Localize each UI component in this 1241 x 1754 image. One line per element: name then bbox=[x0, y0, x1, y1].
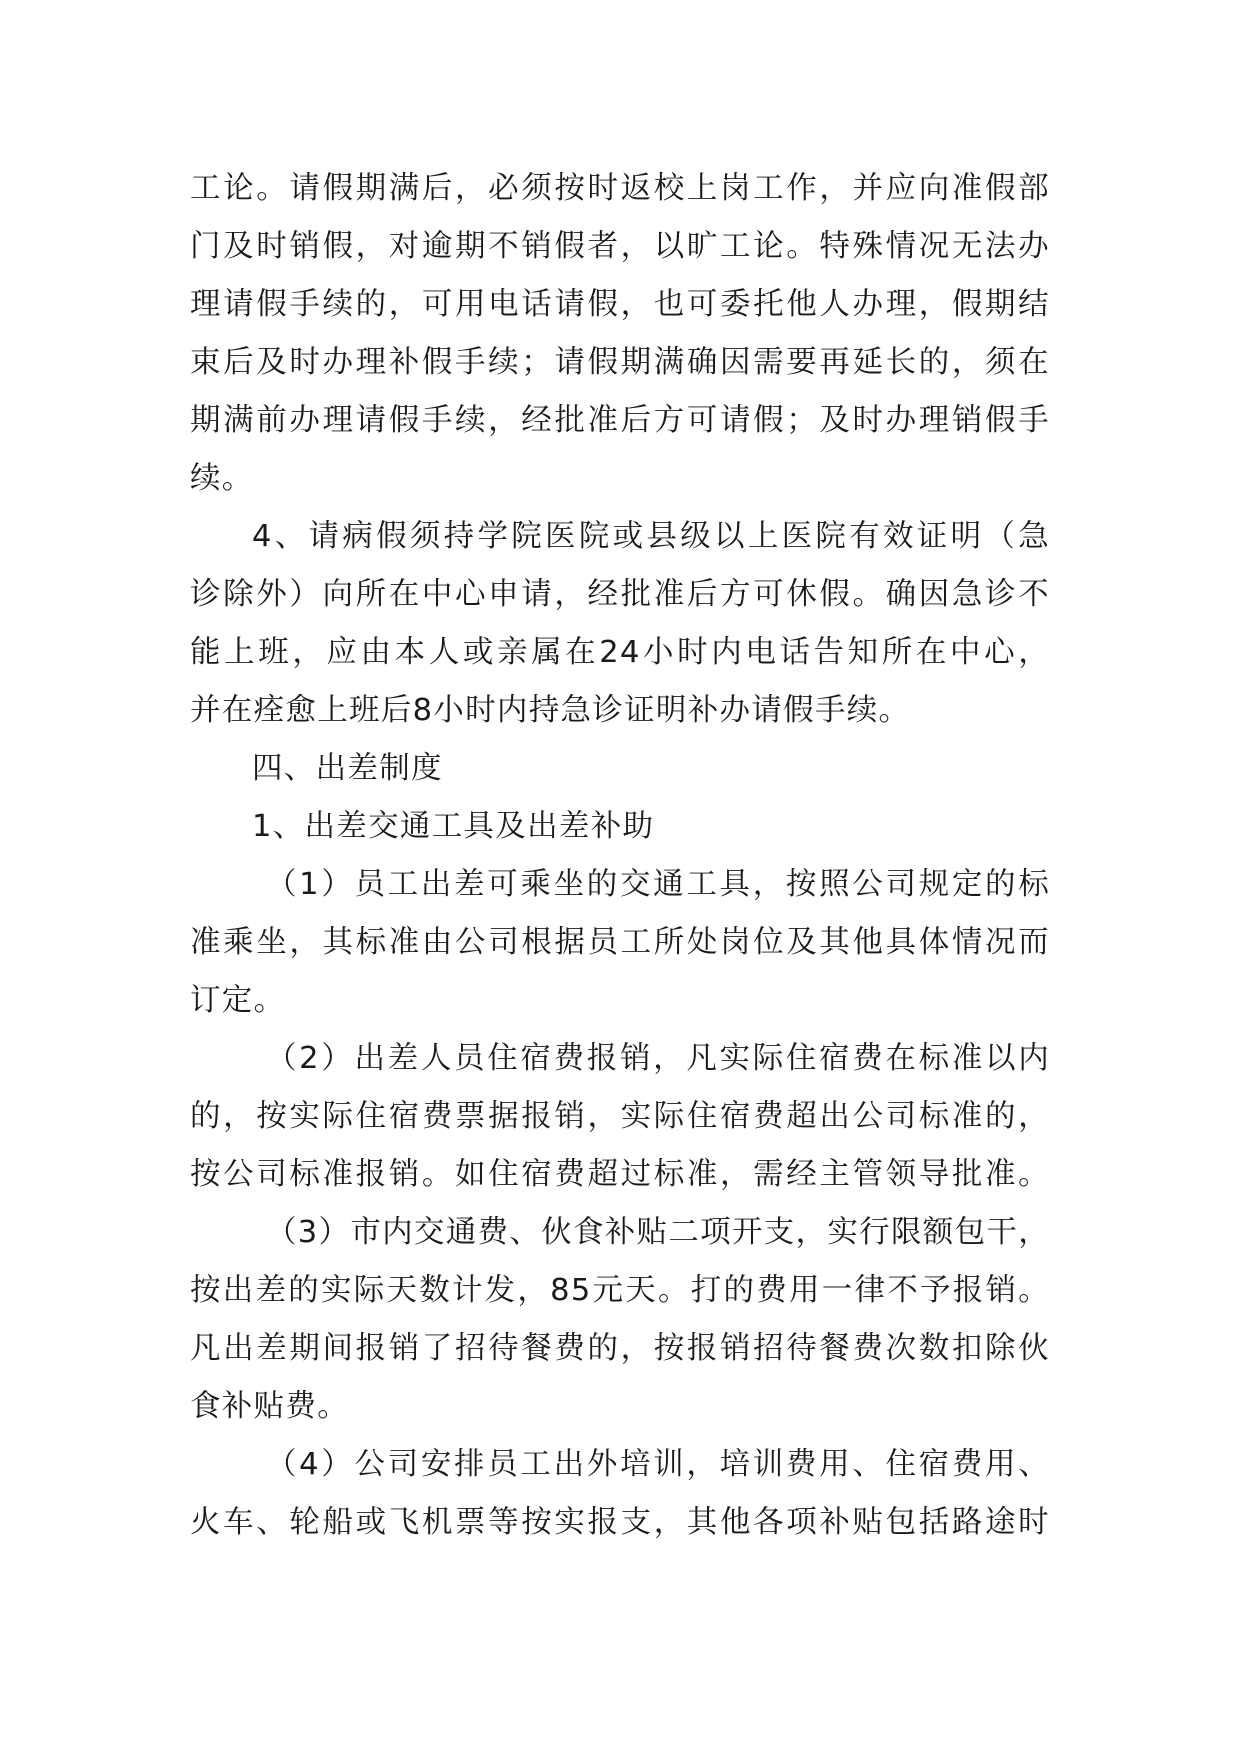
paragraph-line: 束后及时办理补假手续；请假期满确因需要再延长的，须在 bbox=[190, 345, 1050, 380]
paragraph-line: 订定。 bbox=[190, 983, 286, 1018]
paragraph-line: 火车、轮船或飞机票等按实报支，其他各项补贴包括路途时 bbox=[190, 1505, 1050, 1540]
paragraph-line: 并在痊愈上班后8小时内持急诊证明补办请假手续。 bbox=[190, 693, 911, 728]
paragraph-line: （4）公司安排员工出外培训，培训费用、住宿费用、 bbox=[266, 1447, 1050, 1482]
paragraph-line: 能上班，应由本人或亲属在24小时内电话告知所在中心， bbox=[190, 635, 1050, 670]
section-heading: 四、出差制度 bbox=[252, 751, 443, 786]
paragraph-line: 准乘坐，其标准由公司根据员工所处岗位及其他具体情况而 bbox=[190, 925, 1050, 960]
paragraph-line: 门及时销假，对逾期不销假者，以旷工论。特殊情况无法办 bbox=[190, 229, 1050, 264]
paragraph-line: （1）员工出差可乘坐的交通工具，按照公司规定的标 bbox=[266, 867, 1050, 902]
paragraph-line: 诊除外）向所在中心申请，经批准后方可休假。确因急诊不 bbox=[190, 577, 1050, 612]
paragraph-line: 理请假手续的，可用电话请假，也可委托他人办理，假期结 bbox=[190, 287, 1050, 322]
paragraph-line: 食补贴费。 bbox=[190, 1389, 349, 1424]
paragraph-line: 4、请病假须持学院医院或县级以上医院有效证明（急 bbox=[252, 519, 1050, 554]
document-body bbox=[190, 160, 1050, 1552]
paragraph-line: 按公司标准报销。如住宿费超过标准，需经主管领导批准。 bbox=[190, 1157, 1050, 1192]
paragraph-line: 的，按实际住宿费票据报销，实际住宿费超出公司标准的， bbox=[190, 1099, 1050, 1134]
paragraph-line: （2）出差人员住宿费报销，凡实际住宿费在标准以内 bbox=[266, 1041, 1050, 1076]
paragraph-line: （3）市内交通费、伙食补贴二项开支，实行限额包干， bbox=[266, 1215, 1050, 1250]
paragraph-line: 续。 bbox=[190, 461, 254, 496]
subsection-heading: 1、出差交通工具及出差补助 bbox=[252, 809, 655, 844]
paragraph-line: 凡出差期间报销了招待餐费的，按报销招待餐费次数扣除伙 bbox=[190, 1331, 1050, 1366]
paragraph-line: 期满前办理请假手续，经批准后方可请假；及时办理销假手 bbox=[190, 403, 1050, 438]
paragraph-line: 工论。请假期满后，必须按时返校上岗工作，并应向准假部 bbox=[190, 171, 1050, 206]
paragraph-line: 按出差的实际天数计发，85元天。打的费用一律不予报销。 bbox=[190, 1273, 1050, 1308]
